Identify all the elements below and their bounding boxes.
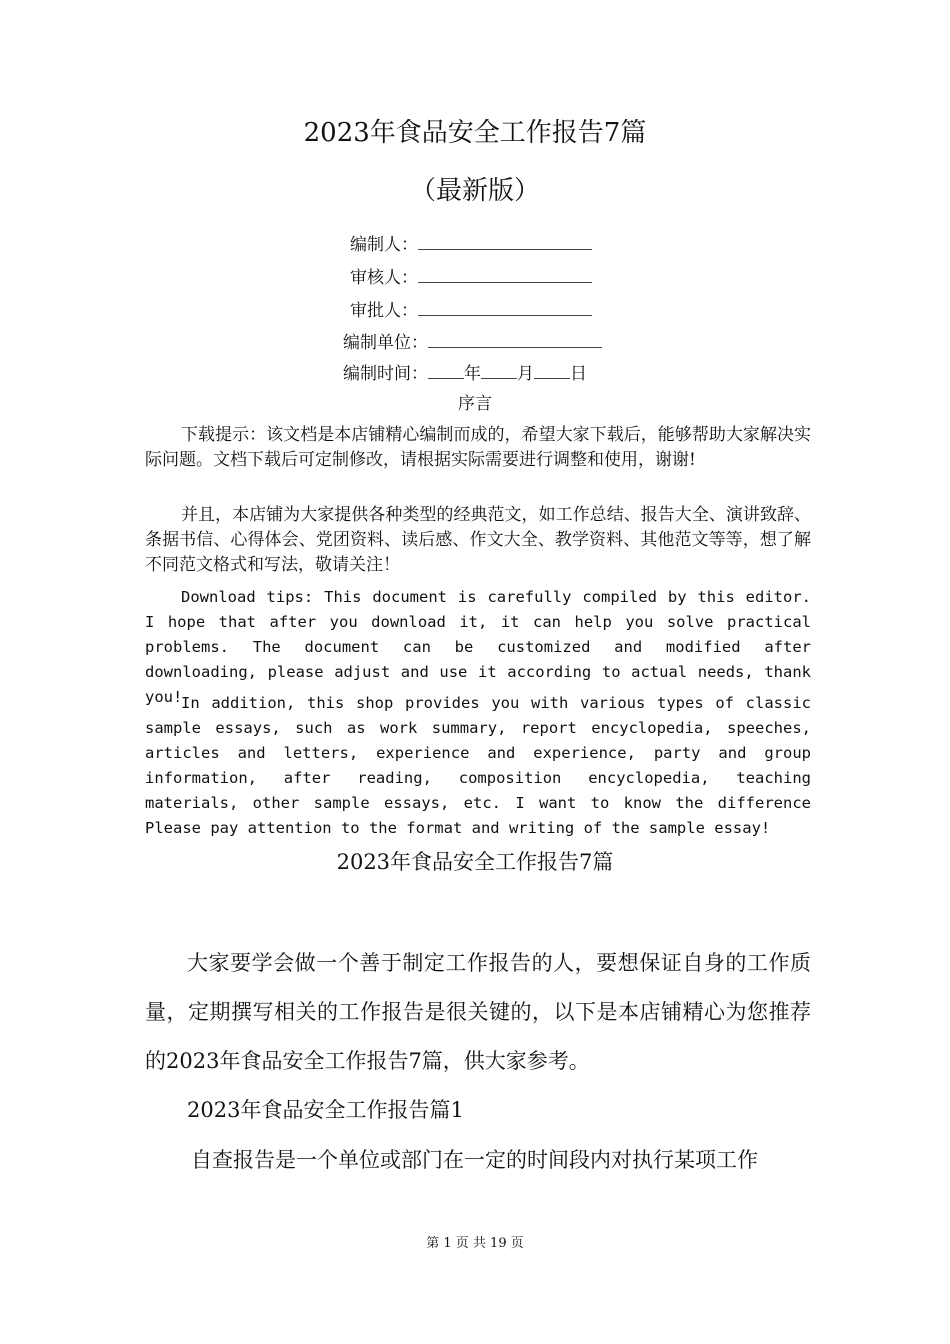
approver-row [350, 296, 592, 321]
document-title: 2023年食品安全工作报告7篇 [303, 118, 647, 148]
unit-blank [428, 333, 602, 348]
body-title: 2023年食品安全工作报告7篇 [336, 850, 614, 874]
time-label: 编制时间： [343, 364, 428, 384]
time-row [343, 359, 587, 384]
approver-label: 审批人： [350, 301, 418, 321]
reviewer-blank [418, 268, 592, 283]
preface-paragraph-3: Download tips: This document is carefully compiled by this editor. I hope that after you download it, it can help you solve practical problems. The document can be customized and modified after downloading, please adjust and use it according to actual needs, thank you! [145, 588, 811, 706]
unit-label: 编制单位： [343, 333, 428, 353]
approver-blank [418, 301, 592, 316]
unit-row [343, 328, 602, 353]
reviewer-label: 审核人： [350, 268, 418, 288]
preface-paragraph-1: 下载提示：该文档是本店铺精心编制而成的，希望大家下载后，能够帮助大家解决实际问题。文档下载后可定制修改，请根据实际需要进行调整和使用，谢谢! [145, 425, 811, 470]
year-label: 年 [464, 364, 481, 384]
intro-paragraph: 大家要学会做一个善于制定工作报告的人，要想保证自身的工作质量，定期撰写相关的工作报告是很关键的，以下是本店铺精心为您推荐的2023年食品安全工作报告7篇，供大家参考。 [145, 951, 811, 1073]
compiler-label: 编制人： [350, 235, 418, 255]
reviewer-row [350, 263, 592, 288]
page-footer: 第 1 页 共 19 页 [426, 1236, 524, 1251]
compiler-row [350, 230, 592, 255]
section-1-heading: 2023年食品安全工作报告篇1 [187, 1098, 464, 1122]
day-blank [534, 364, 570, 379]
document-subtitle: （最新版） [409, 176, 540, 206]
preface-title: 序言 [458, 394, 492, 414]
day-label: 日 [570, 364, 587, 384]
section-1-text: 自查报告是一个单位或部门在一定的时间段内对执行某项工作 [191, 1148, 758, 1172]
compiler-blank [418, 235, 592, 250]
preface-paragraph-2: 并且，本店铺为大家提供各种类型的经典范文，如工作总结、报告大全、演讲致辞、条据书信、心得体会、党团资料、读后感、作文大全、教学资料、其他范文等等，想了解不同范文格式和写法，敬请关注！ [145, 505, 811, 575]
month-label: 月 [517, 364, 534, 384]
year-blank [428, 364, 464, 379]
month-blank [481, 364, 517, 379]
preface-paragraph-4: In addition, this shop provides you with various types of classic sample essays, such as work summary, report encyclopedia, speeches, articles and letters, experience and experience, party and group information, after reading, composition encyclopedia, teaching materials, other sample essays, etc. I want to know the difference Please pay attention to the format and writing of the sample essay! [145, 694, 811, 837]
